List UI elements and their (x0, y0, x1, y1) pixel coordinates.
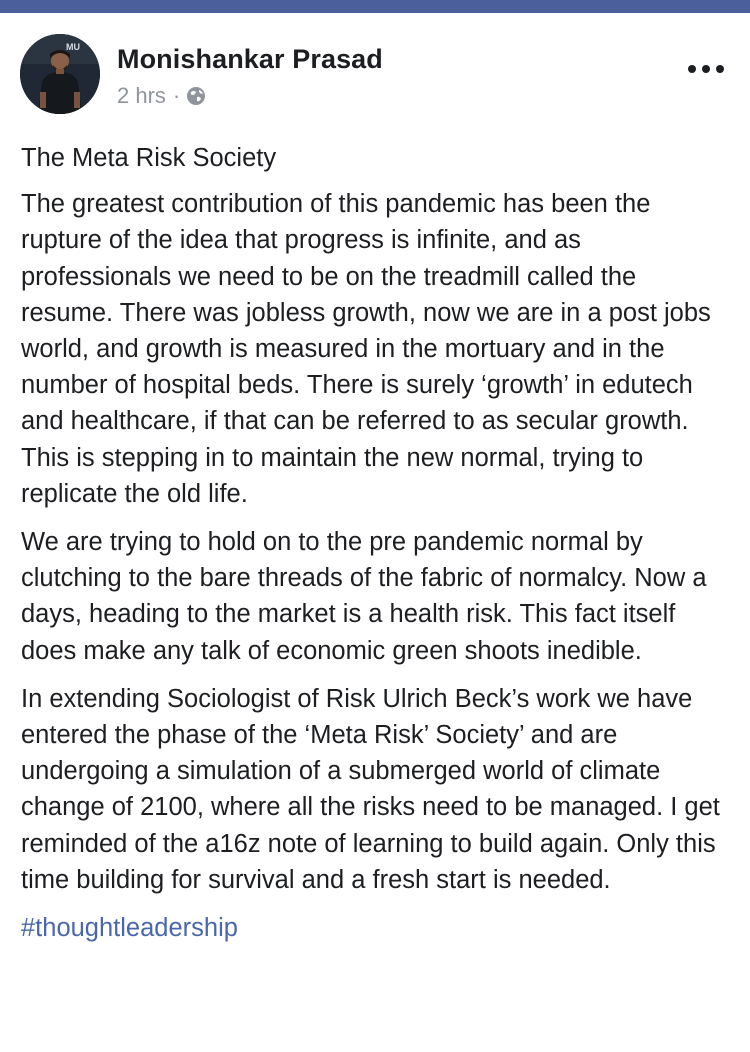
post-title: The Meta Risk Society (21, 144, 277, 172)
meta-separator: · (172, 83, 181, 108)
post-paragraph-3: In extending Sociologist of Risk Ulrich Beck’s work we have entered the phase of the ‘Meta Risk’ Society’ and are undergoing a simulation of a submerged world of climate change of 2100, where all the risks need to be managed. I get reminded of the a16z note of learning to build again. Only this time building for survival and a fresh start is needed. (21, 684, 720, 894)
post-timestamp[interactable]: 2 hrs (117, 83, 166, 108)
post-meta (117, 83, 206, 109)
dot-2 (702, 65, 710, 73)
hashtag-link[interactable]: #thoughtleadership (21, 914, 238, 943)
dot-3 (716, 65, 724, 73)
dot-1 (688, 65, 696, 73)
post-paragraph-1: The greatest contribution of this pandemic has been the rupture of the idea that progress is infinite, and as professionals we need to be on the treadmill called the resume. There was jobless growth, now we are in a post jobs world, and growth is measured in the mortuary and in the number of hospital beds. There is surely ‘growth’ in edutech and healthcare, if that can be referred to as secular growth. This is stepping in to maintain the new normal, trying to replicate the old life. (21, 190, 711, 508)
globe-icon[interactable] (186, 86, 206, 106)
avatar-backdrop-text: MU (66, 42, 80, 52)
post-paragraph-2: We are trying to hold on to the pre pandemic normal by clutching to the bare threads of the fabric of normalcy. Now a days, heading to the market is a health risk. This fact itself does make any talk of economic green shoots inedible. (21, 528, 707, 665)
avatar-image (20, 34, 100, 114)
avatar[interactable] (20, 34, 100, 114)
author-name[interactable]: Monishankar Prasad (117, 44, 383, 74)
top-bar (0, 0, 750, 13)
more-dots-icon[interactable] (688, 58, 724, 80)
post-body (21, 140, 733, 958)
